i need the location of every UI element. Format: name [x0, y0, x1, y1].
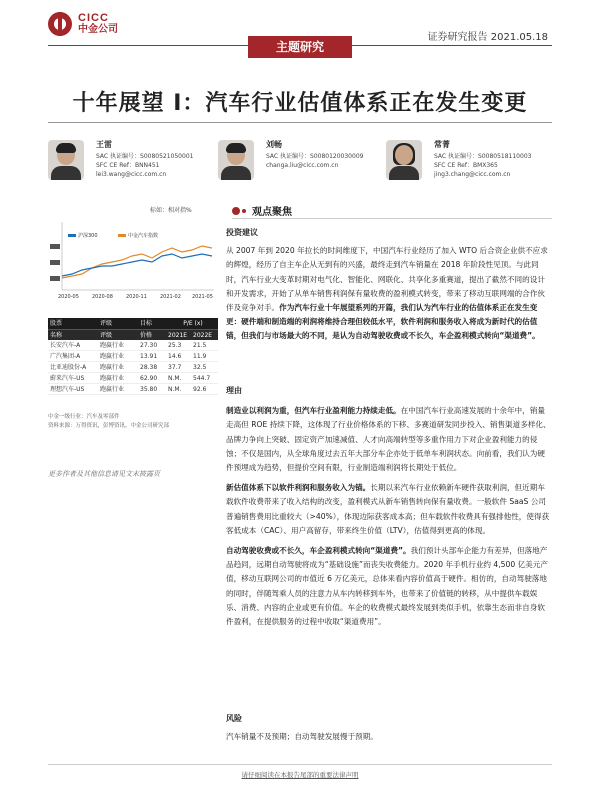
section-heading [232, 203, 292, 218]
industry-note: 中金一级行业：汽车及零部件 [48, 414, 120, 420]
analyst-sfc: SFC CE Ref：BMX365 [434, 162, 498, 169]
stock-rating: 跑赢行业 [100, 342, 125, 349]
legend-auto-index: 中金汽车指数 [128, 233, 159, 239]
analyst-name: 王雷 [96, 140, 112, 149]
table-header-cell: P/E (x) [183, 320, 203, 327]
paragraph [226, 404, 552, 475]
pe-2022e: 32.5 [193, 364, 207, 371]
data-source: 资料来源：万得资讯，彭博资讯，中金公司研究部 [48, 423, 170, 429]
analyst-sac: SAC 执证编号：S0080120030009 [266, 153, 364, 160]
x-tick: 2020-11 [126, 294, 147, 300]
table-header-cell: 评级 [100, 320, 113, 327]
legend-swatch-hs300 [68, 234, 76, 237]
pe-2022e: 544.7 [193, 375, 211, 382]
table-header-cell: 2021E [168, 332, 188, 339]
table-row [48, 340, 218, 351]
y-tick-marker [50, 276, 60, 281]
target-price: 35.80 [140, 386, 158, 393]
pe-2022e: 21.5 [193, 342, 207, 349]
analyst-email[interactable]: lei3.wang@cicc.com.cn [96, 171, 167, 178]
reason-block [226, 384, 552, 629]
paragraph-text: 长期以来汽车行业依赖新车硬件获取利润，但近期车载软件收费带来了收入结构的改变，盈利模式从新车销售转向保有量收费。一般软件 SaaS 公司普遍销售费用比重较大（>40%），体现边际获客成本高；但车载软件收费具有强排他性，使得获客低成本（CAC）、用户高留存，带来终生价值（LTV），估值得到更高的体现。 [226, 483, 550, 535]
paragraph-highlight: 自动驾驶收费或不长久，车企盈利模式转向“渠道费”。 [226, 546, 411, 556]
analyst-photo [386, 140, 422, 180]
paragraph-text: 在中国汽车行业高速发展的十余年中，销量走高但 ROE 持续下降，这体现了行业价格体系的下移、多赛道研发同步投入、销售渠道多样化、品牌力争向上突破、固定资产加速减值、人才向高端转型等多重作用力下对企业盈利能力的侵蚀；不仅是国内，从全球角度过去五年大部分车企亦处于低单车利润状态。向前看，我们认为硬件预埋成为趋势，但提价空间有限，行业制造端利润将长期处于低位。 [226, 406, 551, 473]
logo-english: CICC [78, 12, 109, 24]
analyst-email[interactable]: changa.liu@cicc.com.cn [266, 162, 339, 169]
stock-name: 理想汽车-US [50, 386, 85, 393]
x-tick: 2020-08 [92, 294, 113, 300]
stock-rating: 跑赢行业 [100, 386, 125, 393]
stock-rating: 跑赢行业 [100, 375, 125, 382]
cicc-logo-icon [48, 12, 72, 36]
pe-2021e: 37.7 [168, 364, 182, 371]
invest-advice-block [226, 226, 552, 344]
analyst-photo [218, 140, 254, 180]
table-header-row [48, 318, 218, 329]
analyst-sac: SAC 执证编号：S0080518110003 [434, 153, 532, 160]
bullet-icon [232, 207, 240, 215]
subheading-risk: 风险 [226, 714, 242, 723]
x-tick: 2021-05 [192, 294, 213, 300]
more-authors-note: 更多作者及其他信息请见文末披露页 [48, 470, 160, 478]
table-header-cell: 名称 [50, 332, 63, 339]
section-divider [232, 218, 552, 219]
stock-rating: 跑赢行业 [100, 364, 125, 371]
target-price: 62.90 [140, 375, 158, 382]
auto-index-line [62, 246, 212, 278]
pe-2021e: 14.6 [168, 353, 182, 360]
paragraph [226, 481, 552, 538]
report-title: 十年展望 I：汽车行业估值体系正在发生变更 [72, 91, 528, 116]
section-title: 观点聚焦 [252, 207, 292, 218]
analyst-sac: SAC 执证编号：S0080521050001 [96, 153, 194, 160]
table-header-cell: 股票 [50, 320, 63, 327]
pe-2022e: 92.6 [193, 386, 207, 393]
logo-chinese: 中金公司 [78, 24, 118, 35]
table-row [48, 373, 218, 384]
pe-2021e: N.M. [168, 375, 182, 382]
table-row [48, 384, 218, 395]
footer-divider [48, 764, 552, 765]
legend-hs300: 沪深300 [78, 233, 98, 239]
table-row [48, 362, 218, 373]
analyst-email[interactable]: jing3.chang@cicc.com.cn [434, 171, 511, 178]
index-performance-chart [48, 218, 218, 302]
stock-name: 蔚来汽车-US [50, 375, 85, 382]
risk-block [226, 712, 552, 744]
chart-unit-label: 标如：相对指% [150, 207, 192, 214]
pe-2021e: 25.3 [168, 342, 182, 349]
table-header-cell: 价格 [140, 332, 153, 339]
paragraph-text: 汽车销量不及预期；自动驾驶发展慢于预期。 [226, 732, 378, 742]
table-header-cell: 目标 [140, 320, 153, 327]
y-tick-marker [50, 260, 60, 265]
table-row [48, 351, 218, 362]
x-tick: 2020-05 [58, 294, 79, 300]
table-header-cell: 2022E [193, 332, 213, 339]
paragraph [226, 244, 552, 343]
paragraph-highlight: 制造业以利润为重，但汽车行业盈利能力持续走低。 [226, 406, 401, 416]
stock-name: 广汽集团-A [50, 353, 81, 360]
table-header-row [48, 329, 218, 340]
chart-svg [48, 218, 218, 302]
legal-disclaimer-link[interactable]: 请仔细阅读在本报告尾部的重要法律声明 [241, 771, 359, 779]
paragraph-text: 我们预计头部车企能力有差异，但落地产品趋同，远期自动驾驶将成为“基础设施”而丧失收费能力。2020 年手机行业约 4,500 亿美元产值，移动互联网公司的市值近 6 万亿美元，总体来看内容价值高于硬件。相仿的，自动驾驶落地的同时，伴随驾乘人员的注意力从车内转移到车外，也带来了价值链的转移，从中提供车载娱乐、消费、内容的企业或更有价值。车企的收费模式最终发展到类似手机，依靠生态而非自身软件盈利，在提供服务的过程中收取“渠道费用”。 [226, 546, 548, 627]
stock-name: 比亚迪股份-A [50, 364, 87, 371]
analyst-name: 常菁 [434, 140, 450, 149]
paragraph-text: 从 2007 年到 2020 年拉长的时间维度下，中国汽车行业经历了加入 WTO 后合资企业供不应求的辉煌，经历了自主车企从无到有的兴盛，最终走到汽车销量在 2018 年阶段性见顶。与此同时，汽车行业大变革时期对电气化、智能化、网联化、共享化多重赛道，提出了截然不同的设计和开发需求，开始了从单车销售利润保有量收费的盈利模式转变，带来了移动互联网端的合作伙伴及竞争对手。 [226, 246, 548, 313]
paragraph-highlight: 作为汽车行业十年展望系列的开篇，我们认为汽车行业的估值体系正在发生变更：硬件端和制造端的利润将维持合理但较低水平，软件利润和服务收入将成为新时代的估值锚，但我们与市场最大的不同，是认为自动驾驶收费或不长久，车企盈利模式转向“渠道费”。 [226, 303, 540, 341]
paragraph-highlight: 新估值体系下以软件利润和服务收入为锚。 [226, 483, 371, 493]
bullet-icon [242, 209, 246, 213]
analyst-sfc: SFC CE Ref：BNN451 [96, 162, 160, 169]
cicc-logo [48, 12, 118, 36]
target-price: 13.91 [140, 353, 158, 360]
subheading-reason: 理由 [226, 386, 242, 395]
paragraph [226, 544, 552, 629]
source-note [48, 413, 169, 431]
analyst-name: 刘畅 [266, 140, 282, 149]
stock-rating-table [48, 318, 218, 395]
table-header-cell: 评级 [100, 332, 113, 339]
report-type-date: 证券研究报告 2021.05.18 [427, 32, 548, 43]
pe-2021e: N.M. [168, 386, 182, 393]
pe-2022e: 11.9 [193, 353, 207, 360]
analyst-photo [48, 140, 84, 180]
subheading-invest: 投资建议 [226, 228, 258, 237]
title-divider [48, 122, 552, 123]
topic-tab: 主题研究 [248, 36, 352, 58]
legend-swatch-auto-index [118, 234, 126, 237]
target-price: 28.38 [140, 364, 158, 371]
target-price: 27.30 [140, 342, 158, 349]
stock-name: 长安汽车-A [50, 342, 81, 349]
stock-rating: 跑赢行业 [100, 353, 125, 360]
x-tick: 2021-02 [160, 294, 181, 300]
y-tick-marker [50, 244, 60, 249]
